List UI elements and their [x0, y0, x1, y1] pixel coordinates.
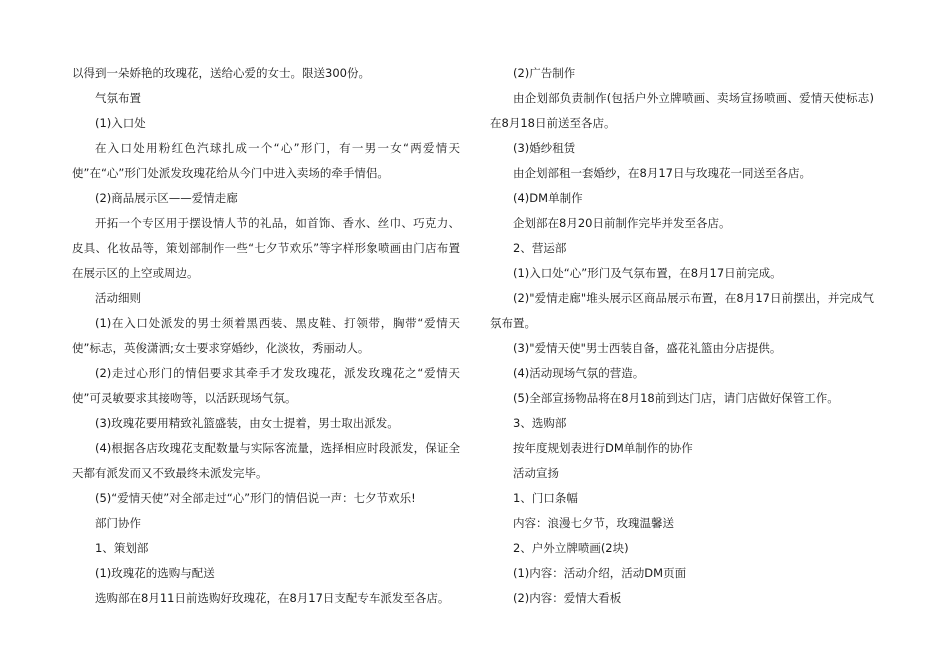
- paragraph: 企划部在8月20日前制作完毕并发至各店。: [513, 216, 731, 230]
- paragraph: (3)"爱情天使"男士西装自备，盛花礼篮由分店提供。: [513, 341, 782, 355]
- sub-heading: 2、户外立牌喷画(2块): [513, 541, 629, 555]
- paragraph: 由企划部负责制作(包括户外立牌喷画、卖场宣扬喷画、爱情天使标志)在8月18日前送至各店。: [490, 91, 874, 130]
- section-heading: 3、选购部: [513, 416, 567, 430]
- paragraph: 开拓一个专区用于摆设情人节的礼品，如首饰、香水、丝巾、巧克力、皮具、化妆品等，策划部制作一些“七夕节欢乐”等字样形象喷画由门店布置在展示区的上空或周边。: [72, 216, 460, 280]
- paragraph: 在入口处用粉红色汽球扎成一个“心”形门，有一男一女“两爱情天使”在“心”形门处派发玫瑰花给从今门中进入卖场的牵手情侣。: [72, 141, 460, 180]
- paragraph: 选购部在8月11日前选购好玫瑰花，在8月17日支配专车派发至各店。: [95, 591, 450, 605]
- section-heading: 2、营运部: [513, 241, 567, 255]
- paragraph: (2)"爱情走廊"堆头展示区商品展示布置，在8月17日前摆出，并完成气氛布置。: [490, 291, 874, 330]
- paragraph: (5)“爱情天使”对全部走过“心”形门的情侣说一声：七夕节欢乐!: [95, 491, 416, 505]
- sub-heading: (2)商品展示区——爱情走廊: [95, 191, 238, 205]
- paragraph: 以得到一朵娇艳的玫瑰花，送给心爱的女士。限送300份。: [72, 66, 370, 80]
- sub-heading: (3)婚纱租赁: [513, 141, 576, 155]
- left-column: [72, 61, 460, 611]
- paragraph: (5)全部宣扬物品将在8月18前到达门店，请门店做好保管工作。: [513, 391, 839, 405]
- paragraph: (4)根据各店玫瑰花支配数量与实际客流量，选择相应时段派发，保证全天都有派发而又不致最终未派发完毕。: [72, 441, 460, 480]
- section-heading: 活动宣扬: [513, 466, 559, 480]
- paragraph: (2)内容：爱情大看板: [513, 591, 622, 605]
- right-column: [490, 61, 874, 611]
- sub-heading: 1、策划部: [95, 541, 149, 555]
- paragraph: 内容：浪漫七夕节，玫瑰温馨送: [513, 516, 674, 530]
- sub-heading: (1)入口处: [95, 116, 146, 130]
- paragraph: (1)内容：活动介绍，活动DM页面: [513, 566, 687, 580]
- paragraph: (4)活动现场气氛的营造。: [513, 366, 645, 380]
- paragraph: (1)入口处“心”形门及气氛布置，在8月17日前完成。: [513, 266, 782, 280]
- sub-heading: (2)广告制作: [513, 66, 576, 80]
- section-heading: 气氛布置: [95, 91, 141, 105]
- sub-heading: (4)DM单制作: [513, 191, 583, 205]
- paragraph: (2)走过心形门的情侣要求其牵手才发玫瑰花，派发玫瑰花之“爱情天使”可灵敏要求其接吻等，以活跃现场气氛。: [72, 366, 460, 405]
- paragraph: 由企划部租一套婚纱，在8月17日与玫瑰花一同送至各店。: [513, 166, 811, 180]
- section-heading: 部门协作: [95, 516, 141, 530]
- paragraph: 按年度规划表进行DM单制作的协作: [513, 441, 693, 455]
- sub-heading: (1)玫瑰花的选购与配送: [95, 566, 215, 580]
- paragraph: (3)玫瑰花要用精致礼篮盛装，由女士提着，男士取出派发。: [95, 416, 399, 430]
- section-heading: 活动细则: [95, 291, 141, 305]
- sub-heading: 1、门口条幅: [513, 491, 578, 505]
- paragraph: (1)在入口处派发的男士须着黑西装、黑皮鞋、打领带，胸带“爱情天使”标志，英俊潇洒;女士要求穿婚纱，化淡妆，秀丽动人。: [72, 316, 460, 355]
